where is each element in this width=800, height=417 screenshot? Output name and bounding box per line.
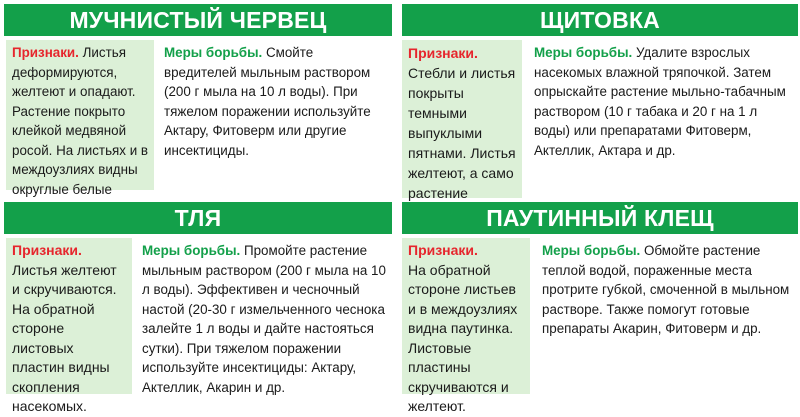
measures-box (538, 238, 796, 342)
signs-box (402, 238, 530, 414)
measures-text: Смойте вредителей мыльным раствором (200 г мыла на 10 л воды). При тяжелом поражении используйте Актару, Фитоверм или другие инсектициды. (164, 45, 371, 158)
card-scale-insect (402, 4, 798, 201)
signs-label: Признаки. (408, 45, 478, 61)
measures-box (530, 40, 796, 163)
measures-label: Меры борьбы. (142, 243, 241, 258)
signs-box (6, 40, 154, 197)
signs-label: Признаки. (12, 242, 82, 258)
measures-box (160, 40, 392, 163)
card-title: МУЧНИСТЫЙ ЧЕРВЕЦ (4, 4, 392, 36)
signs-text: Стебли и листья покрыты темными выпуклыми пятнами. Листья желтеют, а само растение (408, 65, 516, 201)
card-mealybug (4, 4, 392, 197)
measures-box (138, 238, 392, 400)
measures-text: Удалите взрослых насекомых влажной тряпочкой. Затем опрыскайте растение мыльно-табачным раствором (10 г табака и 20 г на 1 л воды) или препаратами Фитоверм, Актеллик, Актара и др. (534, 45, 786, 158)
card-title: ЩИТОВКА (402, 4, 798, 36)
measures-label: Меры борьбы. (164, 45, 263, 60)
card-title: ТЛЯ (4, 202, 392, 234)
measures-label: Меры борьбы. (534, 45, 633, 60)
signs-box (6, 238, 132, 414)
measures-text: Промойте растение мыльным раствором (200 г мыла на 10 л воды). Эффективен и чесночный настой (20-30 г измельченного чеснока залейте 1 л воды и дайте настояться сутки). При тяжелом поражении используйте инсектициды: Актару, Актеллик, Акарин и др. (142, 243, 386, 395)
card-title: ПАУТИННЫЙ КЛЕЩ (402, 202, 798, 234)
signs-label: Признаки. (12, 45, 79, 60)
card-aphid (4, 202, 392, 414)
signs-label: Признаки. (408, 242, 478, 258)
signs-box (402, 40, 522, 201)
signs-text: Листья деформируются, желтеют и опадают. Растение покрыто клейкой медвяной росой. На листьях и в междоузлиях видны округлые белые (12, 45, 149, 197)
signs-text: На обратной стороне листьев и в междоузлиях видна паутинка. Листовые пластины скручиваются и желтеют. (408, 261, 518, 414)
measures-label: Меры борьбы. (542, 243, 641, 258)
measures-text: Обмойте растение теплой водой, пораженные места протрите губкой, смоченной в мыльном растворе. Также помогут готовые препараты Акарин, Фитоверм и др. (542, 243, 790, 336)
signs-text: Листья желтеют и скручиваются. На обратной стороне листовых пластин видны скопления насекомых. (12, 261, 117, 414)
card-spider-mite (402, 202, 798, 414)
